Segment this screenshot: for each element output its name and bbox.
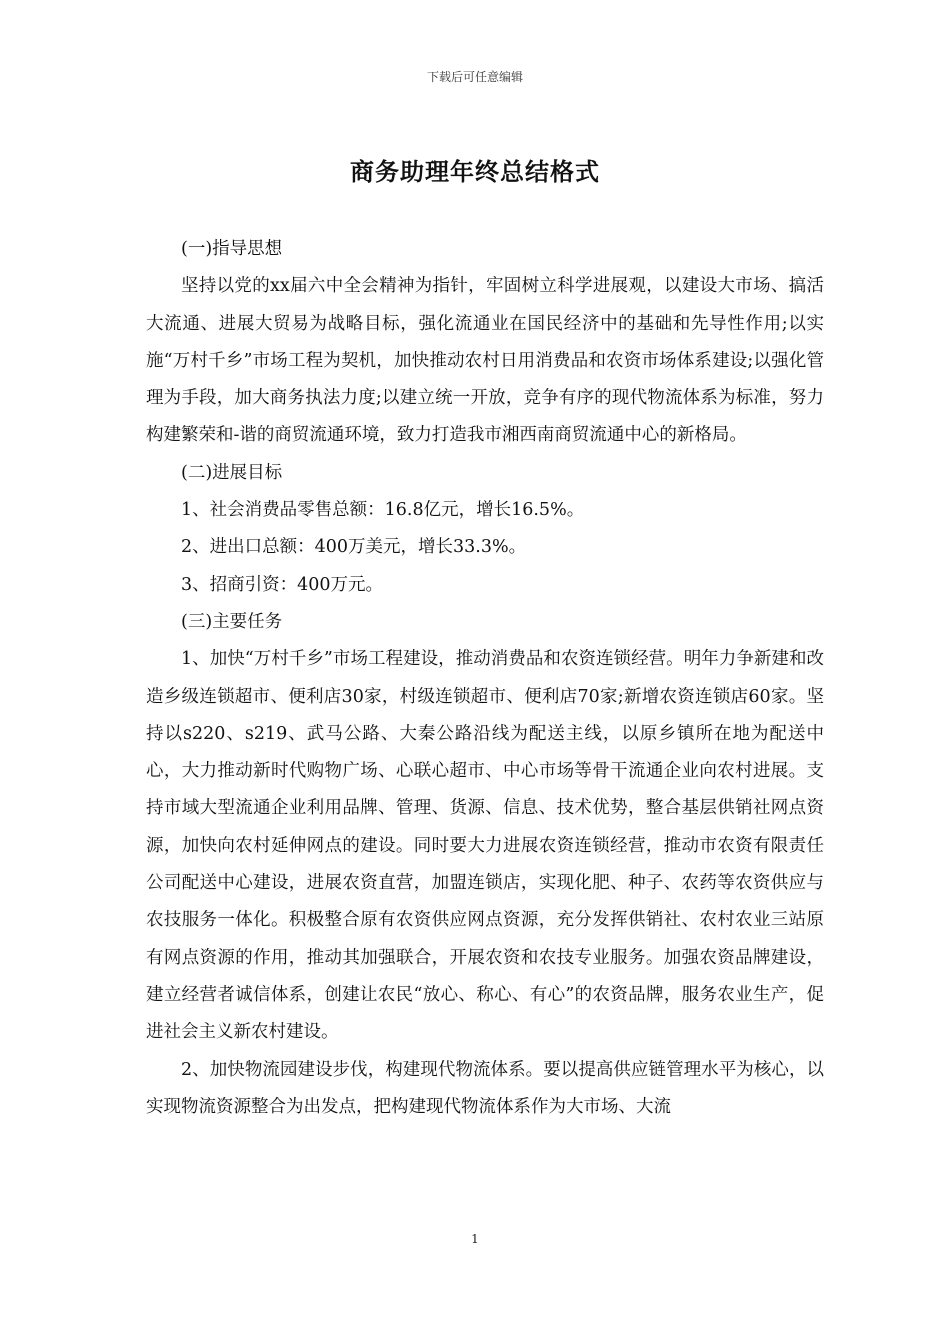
page-number: 1 bbox=[471, 1232, 479, 1246]
goal-item-retail-sales: 1、社会消费品零售总额：16.8亿元，增长16.5%。 bbox=[181, 500, 585, 521]
paragraph-guiding-ideology: 坚持以党的xx届六中全会精神为指针，牢固树立科学进展观，以建设大市场、搞活大流通、进展大贸易为战略目标，强化流通业在国民经济中的基础和先导性作用;以实施“万村千乡”市场工程为契机，加快推动农村日用消费品和农资市场体系建设;以强化管理为手段，加大商务执法力度;以建立统一开放，竞争有序的现代物流体系为标准，努力构建繁荣和-谐的商贸流通环境，致力打造我市湘西南商贸流通中心的新格局。 bbox=[146, 276, 824, 446]
document-title: 商务助理年终总结格式 bbox=[350, 157, 600, 186]
task-paragraph-1: 1、加快“万村千乡”市场工程建设，推动消费品和农资连锁经营。明年力争新建和改造乡级连锁超市、便利店30家，村级连锁超市、便利店70家;新增农资连锁店60家。坚持以s220、s219、武马公路、大秦公路沿线为配送主线，以原乡镇所在地为配送中心，大力推动新时代购物广场、心联心超市、中心市场等骨干流通企业向农村进展。支持市域大型流通企业利用品牌、管理、货源、信息、技术优势，整合基层供销社网点资源，加快向农村延伸网点的建设。同时要大力进展农资连锁经营，推动市农资有限责任公司配送中心建设，进展农资直营，加盟连锁店，实现化肥、种子、农药等农资供应与农技服务一体化。积极整合原有农资供应网点资源，充分发挥供销社、农村农业三站原有网点资源的作用，推动其加强联合，开展农资和农技专业服务。加强农资品牌建设，建立经营者诚信体系，创建让农民“放心、称心、有心”的农资品牌，服务农业生产，促进社会主义新农村建设。 bbox=[146, 649, 824, 1043]
header-note: 下载后可任意编辑 bbox=[426, 70, 523, 84]
goal-item-investment: 3、招商引资：400万元。 bbox=[181, 574, 384, 595]
task-paragraph-2: 2、加快物流园建设步伐，构建现代物流体系。要以提高供应链管理水平为核心，以实现物流资源整合为出发点，把构建现代物流体系作为大市场、大流 bbox=[146, 1059, 824, 1117]
document-body bbox=[146, 231, 824, 1126]
section-heading-development-goals: (二)进展目标 bbox=[181, 462, 283, 483]
goal-item-import-export: 2、进出口总额：400万美元，增长33.3%。 bbox=[181, 537, 527, 558]
section-heading-guiding-ideology: (一)指导思想 bbox=[181, 239, 283, 259]
section-heading-main-tasks: (三)主要任务 bbox=[181, 611, 283, 632]
